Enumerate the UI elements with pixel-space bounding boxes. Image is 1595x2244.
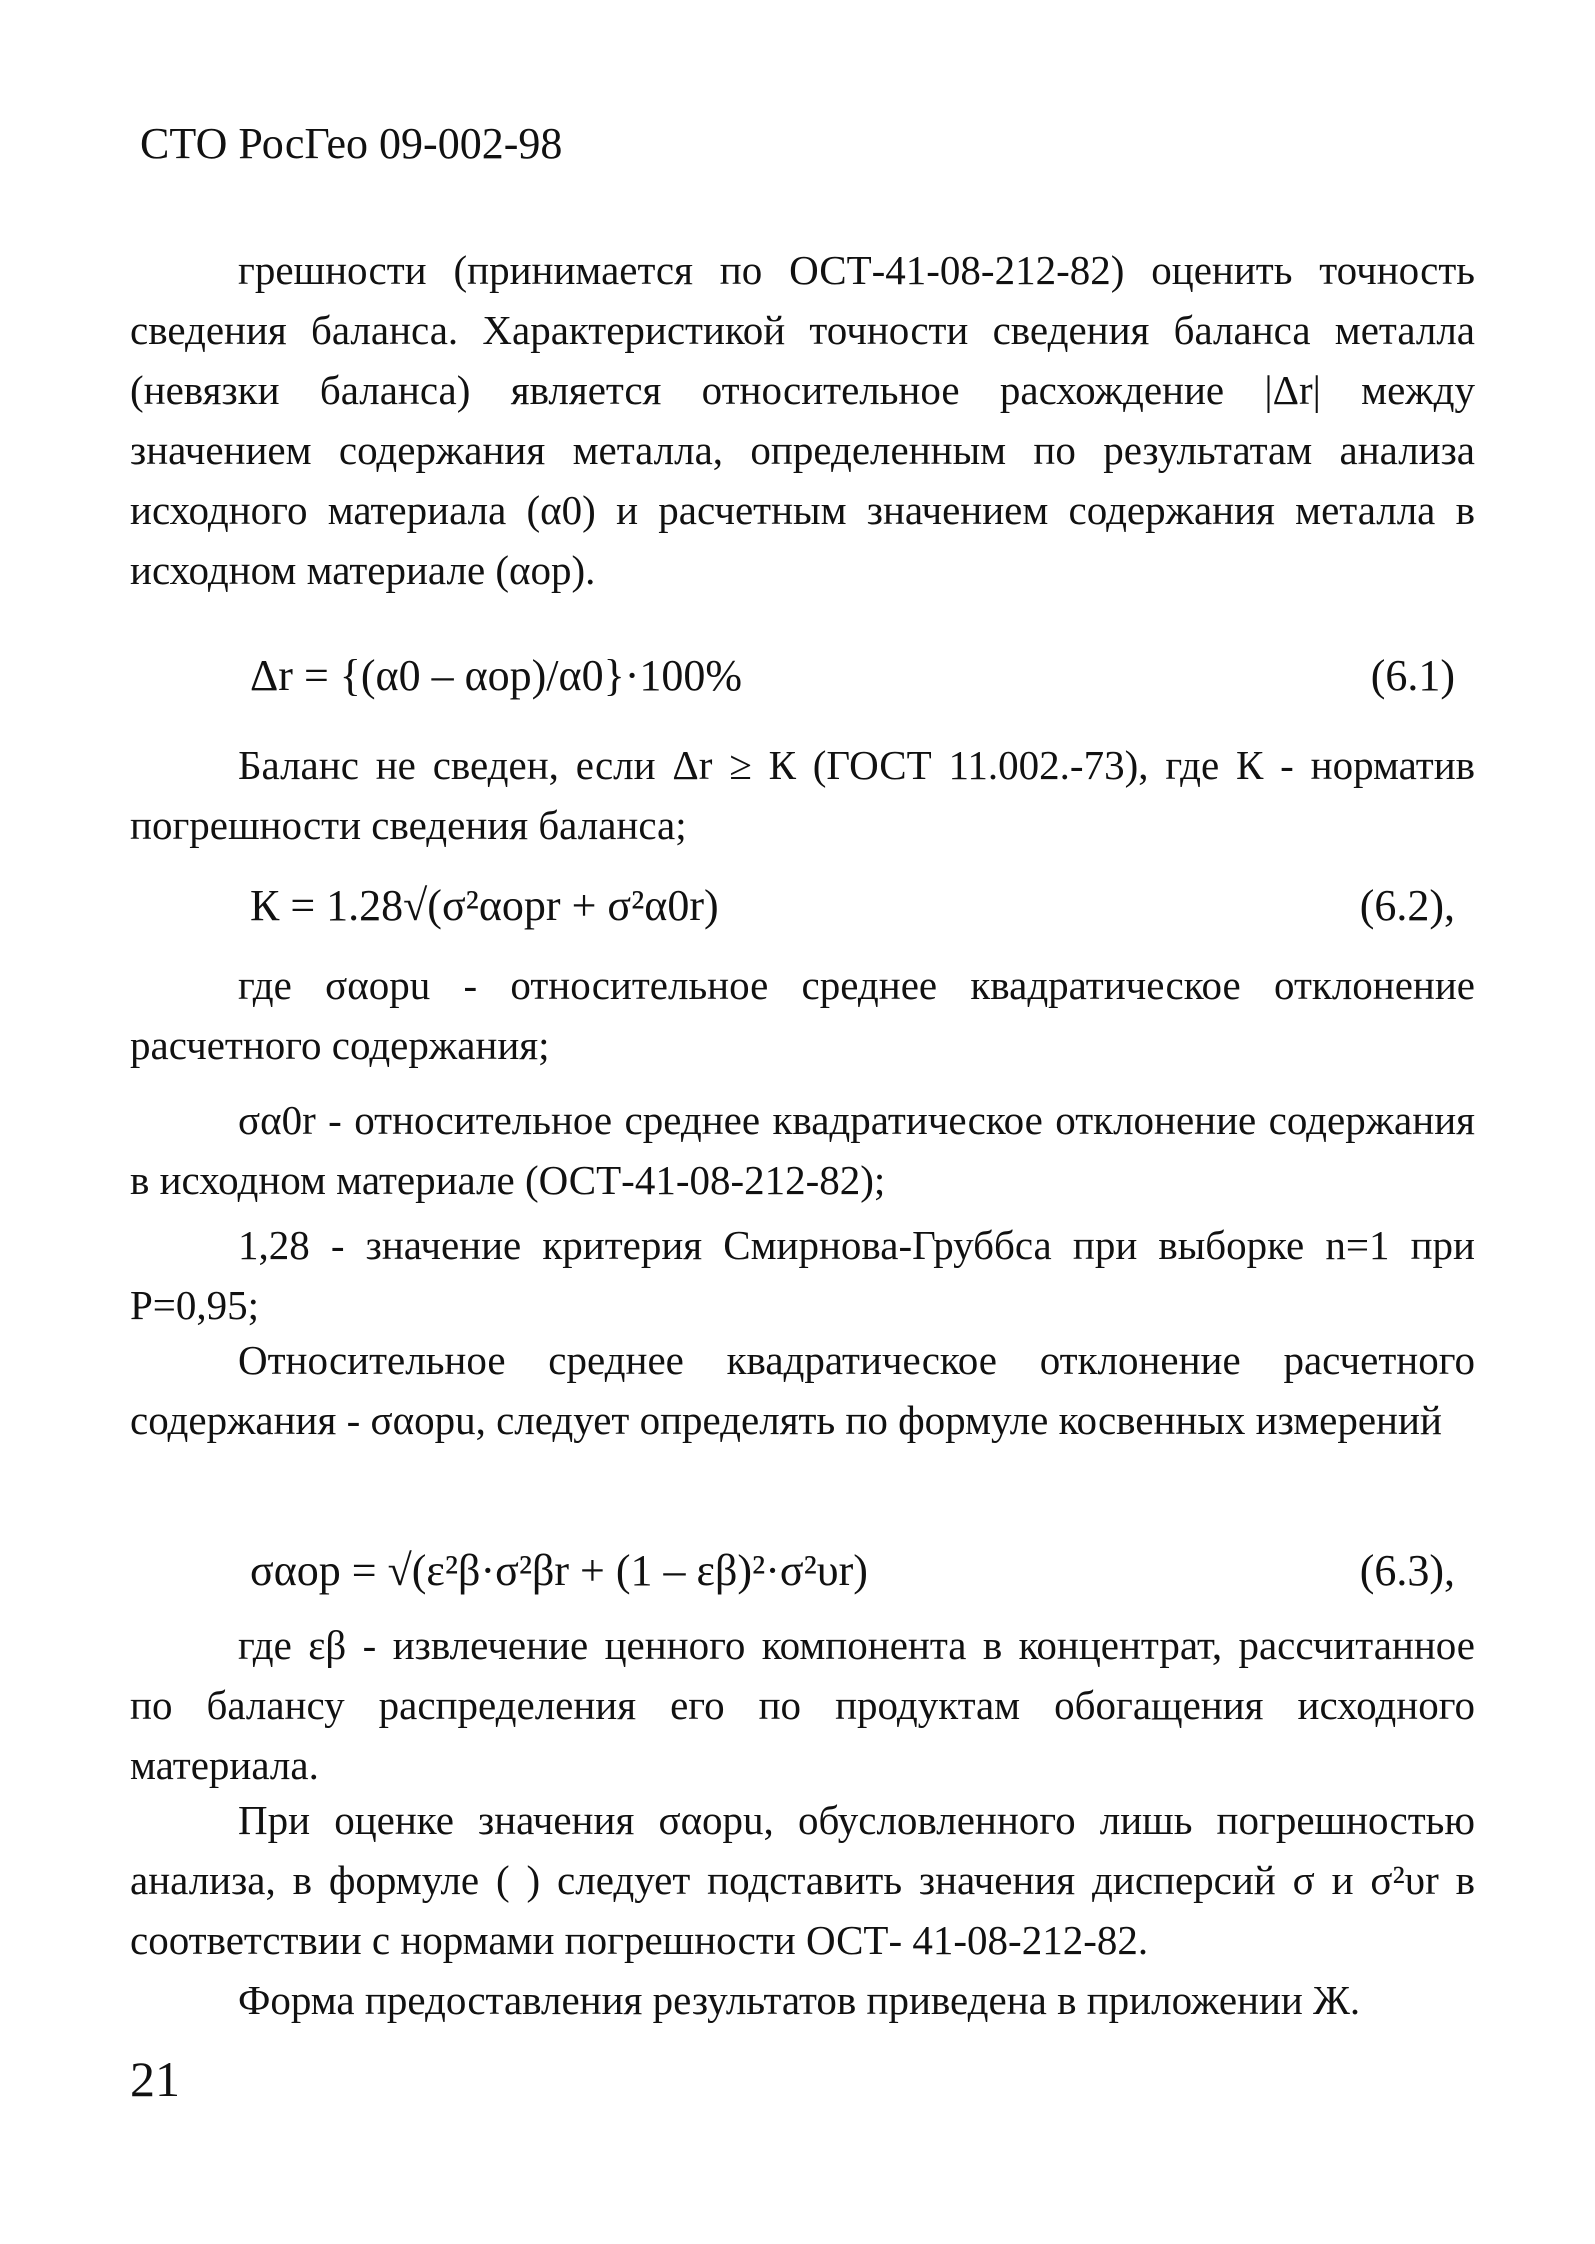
- paragraph-2: Баланс не сведен, если Δr ≥ К (ГОСТ 11.002.-73), где К - норматив погрешности сведения баланса;: [130, 742, 1475, 848]
- paragraph-9: Форма предоставления результатов приведена в приложении Ж.: [238, 1977, 1361, 2023]
- page-number: 21: [130, 2051, 180, 2107]
- paragraph-8: При оценке значения σαорu, обусловленного лишь погрешностью анализа, в формуле ( ) следует подставить значения дисперсий σ и σ²υr в соответствии с нормами погрешности ОСТ- 41-08-212-82.: [130, 1797, 1475, 1963]
- paragraph-3: где σαорu - относительное среднее квадратическое отклонение расчетного содержания;: [130, 962, 1475, 1068]
- page-header: СТО РосГео 09-002-98: [140, 119, 563, 168]
- paragraph-1: грешности (принимается по ОСТ-41-08-212-82) оценить точность сведения баланса. Характеристикой точности сведения баланса металла (невязки баланса) является относительное расхождение |Δr| между значением содержания металла, определенным по результатам анализа исходного материала (α0) и расчетным значением содержания металла в исходном материале (αор).: [130, 247, 1475, 593]
- paragraph-5: 1,28 - значение критерия Смирнова-Груббса при выборке n=1 при P=0,95;: [130, 1222, 1475, 1328]
- paragraph-6: Относительное среднее квадратическое отклонение расчетного содержания - σαорu, следует определять по формуле косвенных измерений: [130, 1337, 1475, 1443]
- paragraph-7: где εβ - извлечение ценного компонента в концентрат, рассчитанное по балансу распределения его по продуктам обогащения исходного материала.: [130, 1622, 1475, 1788]
- formula-6-2-number: (6.2),: [1359, 881, 1455, 930]
- formula-6-1-text: Δr = {(α0 – αор)/α0}·100%: [250, 651, 742, 700]
- formula-6-3-text: σαор = √(ε²β·σ²βr + (1 – εβ)²·σ²υr): [250, 1546, 868, 1595]
- formula-6-2-text: К = 1.28√(σ²αорr + σ²α0r): [250, 881, 719, 930]
- formula-6-1-number: (6.1): [1370, 651, 1455, 700]
- paragraph-4: σα0r - относительное среднее квадратическое отклонение содержания в исходном материале (ОСТ-41-08-212-82);: [130, 1097, 1475, 1203]
- formula-6-3-number: (6.3),: [1359, 1546, 1455, 1595]
